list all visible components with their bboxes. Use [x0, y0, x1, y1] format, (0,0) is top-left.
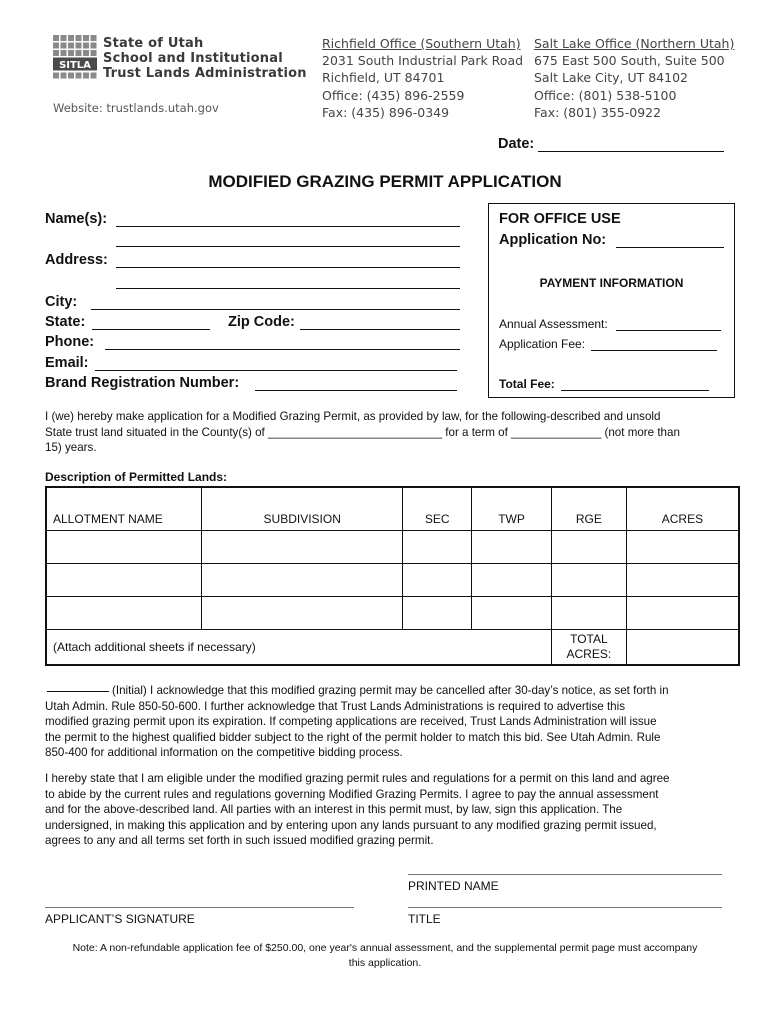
allotment-cell[interactable] — [46, 564, 202, 597]
application-fee-label: Application Fee: — [499, 337, 586, 351]
twp-cell[interactable] — [472, 564, 552, 597]
sitla-logo-icon — [53, 35, 97, 79]
payment-heading: PAYMENT INFORMATION — [539, 276, 684, 290]
note-line-1: Note: A non-refundable application fee of $250.00, one year's annual assessment, and the supplemental permit page must accompany — [72, 942, 698, 954]
statement-line-1: I hereby state that I am eligible under the modified grazing permit rules and regulations for a permit on this land and agree — [45, 772, 670, 785]
sec-cell[interactable] — [403, 564, 472, 597]
agency-line-1: State of Utah — [103, 36, 204, 51]
column-header-allotment: ALLOTMENT NAME — [46, 487, 202, 531]
total-acres-field[interactable] — [626, 630, 739, 666]
printed-name-label: PRINTED NAME — [408, 879, 499, 893]
intro-line-2: State trust land situated in the County(s) of ___________________________ for a term of ______________ (not more than — [45, 425, 680, 439]
twp-cell[interactable] — [472, 531, 552, 564]
page-title: MODIFIED GRAZING PERMIT APPLICATION — [208, 172, 562, 191]
allotment-cell[interactable] — [46, 597, 202, 630]
office-use-heading: FOR OFFICE USE — [499, 211, 621, 227]
rge-cell[interactable] — [551, 564, 626, 597]
website-link[interactable]: Website: trustlands.utah.gov — [53, 101, 219, 115]
total-acres-label — [551, 630, 626, 666]
ack-line-2: Utah Admin. Rule 850-50-600. I further acknowledge that Trust Lands Administrations is required to advertise this — [45, 699, 625, 713]
rge-cell[interactable] — [551, 531, 626, 564]
applicant-signature-label: APPLICANT’S SIGNATURE — [45, 912, 195, 926]
email-label: Email: — [45, 355, 89, 371]
office-title: Salt Lake Office (Northern Utah) — [534, 36, 735, 51]
office-use-box — [488, 203, 735, 398]
intro-line-1: I (we) hereby make application for a Modified Grazing Permit, as provided by law, for the following-described and unsold — [45, 410, 661, 423]
ack-line-4: the permit to the highest qualified bidder subject to the right of the permit holder to match this bid. See Utah Admin. Rule — [45, 730, 661, 744]
application-fee-field[interactable] — [591, 350, 717, 351]
printed-name-field[interactable] — [408, 874, 722, 875]
footer-note — [20, 941, 750, 971]
city-label: City: — [45, 294, 78, 310]
intro-paragraph — [45, 409, 745, 456]
acres-cell[interactable] — [626, 531, 739, 564]
lands-heading: Description of Permitted Lands: — [45, 470, 228, 484]
brand-registration-label: Brand Registration Number: — [45, 375, 240, 391]
applicant-signature-field[interactable] — [45, 907, 354, 908]
column-header-sec: SEC — [403, 487, 472, 531]
statement-line-2: to abide by the current rules and regulations governing Modified Grazing Permits. I agree to pay the annual assessment — [45, 787, 659, 801]
sec-cell[interactable] — [403, 597, 472, 630]
names-field-2[interactable] — [116, 246, 460, 247]
annual-assessment-label: Annual Assessment: — [499, 317, 608, 331]
logo-badge-text: SITLA — [59, 60, 91, 71]
names-field[interactable] — [116, 226, 460, 227]
phone-label: Phone: — [45, 334, 95, 350]
statement-line-5: agrees to any and all terms set forth in such issued modified grazing permit. — [45, 834, 434, 847]
attach-note: (Attach additional sheets if necessary) — [46, 630, 551, 666]
statement-line-4: undersigned, in making this application and by entering upon any lands pursuant to any modified grazing permit issued, — [45, 818, 657, 832]
subdivision-cell[interactable] — [202, 597, 403, 630]
permitted-lands-table — [45, 486, 740, 666]
date-row — [498, 136, 724, 152]
office-fax: Fax: (801) 355-0922 — [534, 104, 662, 120]
richfield-office-block — [322, 35, 523, 121]
ack-line-3: modified grazing permit upon its expiration. If competing applications are received, Trust Lands Administration will issue — [45, 715, 657, 728]
table-header-row — [46, 487, 739, 531]
sec-cell[interactable] — [403, 531, 472, 564]
annual-assessment-field[interactable] — [616, 330, 721, 331]
address-field-2[interactable] — [116, 288, 460, 289]
intro-line-3: 15) years. — [45, 441, 97, 454]
application-no-label: Application No: — [499, 232, 607, 248]
acknowledgement-paragraph — [45, 683, 745, 761]
column-header-acres: ACRES — [626, 487, 739, 531]
email-field[interactable] — [95, 370, 457, 371]
acres-cell[interactable] — [626, 564, 739, 597]
date-label: Date: — [498, 136, 535, 152]
column-header-rge: RGE — [551, 487, 626, 531]
address-field[interactable] — [116, 267, 460, 268]
allotment-cell[interactable] — [46, 531, 202, 564]
state-label: State: — [45, 314, 86, 330]
table-footer-row — [46, 630, 739, 666]
zip-label: Zip Code: — [228, 314, 295, 330]
office-phone: Office: (801) 538-5100 — [534, 87, 677, 103]
agency-name — [103, 36, 307, 81]
city-field[interactable] — [91, 309, 460, 310]
column-header-twp: TWP — [472, 487, 552, 531]
subdivision-cell[interactable] — [202, 564, 403, 597]
acres-cell[interactable] — [626, 597, 739, 630]
zip-field[interactable] — [300, 329, 460, 330]
table-row — [46, 531, 739, 564]
twp-cell[interactable] — [472, 597, 552, 630]
phone-field[interactable] — [105, 349, 460, 350]
office-fax: Fax: (435) 896-0349 — [322, 104, 450, 120]
office-title: Richfield Office (Southern Utah) — [322, 36, 521, 51]
title-label: TITLE — [408, 912, 441, 926]
office-street: 2031 South Industrial Park Road — [322, 53, 524, 69]
office-city: Salt Lake City, UT 84102 — [534, 70, 688, 86]
total-acres-label-line-2: ACRES: — [566, 647, 612, 661]
names-label: Name(s): — [45, 211, 108, 227]
rge-cell[interactable] — [551, 597, 626, 630]
statement-line-3: and for the above-described land. All parties with an interest in this permit must, by law, sign this application. The — [45, 803, 623, 816]
note-line-2: this application. — [348, 957, 422, 969]
office-city: Richfield, UT 84701 — [322, 70, 445, 86]
total-fee-label: Total Fee: — [499, 377, 555, 391]
column-header-subdivision: SUBDIVISION — [202, 487, 403, 531]
salt-lake-office-block — [534, 35, 734, 121]
brand-registration-field[interactable] — [255, 390, 457, 391]
table-row — [46, 564, 739, 597]
table-row — [46, 597, 739, 630]
total-acres-label-line-1: TOTAL — [570, 632, 608, 646]
statement-paragraph — [45, 771, 745, 849]
office-street: 675 East 500 South, Suite 500 — [534, 53, 725, 69]
subdivision-cell[interactable] — [202, 531, 403, 564]
agency-line-2: School and Institutional — [103, 51, 283, 66]
ack-line-5: 850-400 for additional information on the competitive bidding process. — [45, 746, 403, 759]
application-no-field[interactable] — [616, 247, 724, 248]
ack-line-1: (Initial) I acknowledge that this modified grazing permit may be cancelled after 30-day’s notice, as set forth in — [112, 684, 669, 697]
address-label: Address: — [45, 252, 108, 268]
title-field[interactable] — [408, 907, 722, 908]
office-phone: Office: (435) 896-2559 — [322, 87, 465, 103]
total-fee-field[interactable] — [561, 390, 709, 391]
state-field[interactable] — [92, 329, 210, 330]
agency-line-3: Trust Lands Administration — [103, 66, 307, 81]
date-field[interactable] — [538, 137, 724, 152]
